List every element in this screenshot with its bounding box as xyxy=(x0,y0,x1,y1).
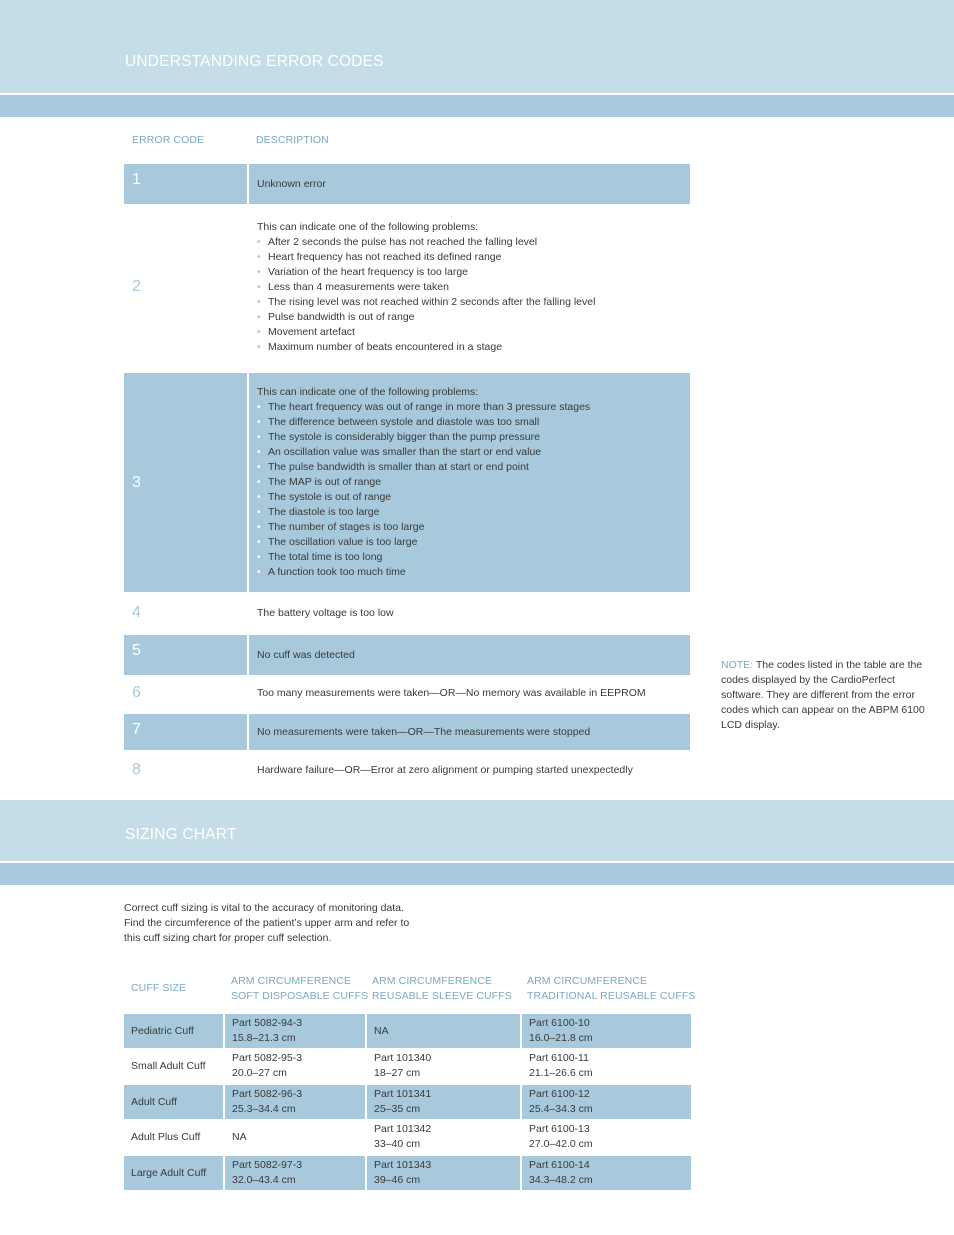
error-description-text: No cuff was detected xyxy=(257,648,355,661)
error-row-3 xyxy=(124,373,690,592)
error-bullet: • The diastole is too large xyxy=(257,506,380,518)
error-bullet: • The number of stages is too large xyxy=(257,521,425,533)
error-bullet: • The systole is out of range xyxy=(257,491,392,503)
soft-cuff-cell: Part 5082-97-3 32.0–43.4 cm xyxy=(225,1156,365,1190)
error-bullet: • The heart frequency was out of range in more than 3 pressure stages xyxy=(257,401,591,413)
error-description-text: Hardware failure—OR—Error at zero alignment or pumping started unexpectedly xyxy=(257,763,633,776)
error-description xyxy=(249,597,690,629)
error-description-text: Unknown error xyxy=(257,177,326,190)
soft-disposable-column-header: ARM CIRCUMFERENCE SOFT DISPOSABLE CUFFS xyxy=(231,975,369,1002)
error-code: 7 xyxy=(124,714,247,750)
cuff-row-small-adult xyxy=(124,1049,691,1083)
error-code-column-header: ERROR CODE xyxy=(132,134,205,146)
error-code: 4 xyxy=(132,604,141,621)
traditional-cuff-cell: Part 6100-12 25.4–34.3 cm xyxy=(522,1085,691,1119)
error-code: 2 xyxy=(132,278,141,295)
soft-cuff-cell: Part 5082-94-3 15.8–21.3 cm xyxy=(225,1014,365,1048)
error-row-1 xyxy=(124,164,690,204)
sleeve-cuff-cell: Part 101342 33–40 cm xyxy=(374,1123,432,1150)
description-column-header: DESCRIPTION xyxy=(256,134,329,146)
sleeve-cuff-cell: NA xyxy=(367,1014,520,1048)
error-bullet: • The difference between systole and diastole was too small xyxy=(257,416,540,428)
sizing-section-header-strip xyxy=(0,863,954,885)
cuff-row-adult-plus xyxy=(124,1120,691,1154)
error-code: 1 xyxy=(124,164,247,204)
error-bullet: • Heart frequency has not reached its defined range xyxy=(257,250,502,263)
error-bullet: • After 2 seconds the pulse has not reached the falling level xyxy=(257,235,538,248)
error-section-header-strip xyxy=(0,95,954,117)
error-code: 3 xyxy=(124,373,247,592)
error-bullet: • Pulse bandwidth is out of range xyxy=(257,310,415,323)
error-description xyxy=(249,373,690,592)
sleeve-cuff-cell: Part 101341 25–35 cm xyxy=(367,1085,520,1119)
error-section-header-band xyxy=(0,0,954,93)
note-text: The codes listed in the table are the codes displayed by the CardioPerfect software. They are different from the error codes which can appear on the ABPM 6100 LCD display. xyxy=(721,659,925,731)
cuff-size-cell: Small Adult Cuff xyxy=(131,1059,206,1072)
error-bullet: • The total time is too long xyxy=(257,551,383,563)
error-row-8 xyxy=(124,755,690,785)
error-description-text: The battery voltage is too low xyxy=(257,606,394,619)
traditional-cuff-cell: Part 6100-14 34.3–48.2 cm xyxy=(522,1156,691,1190)
cuff-row-adult xyxy=(124,1085,691,1119)
error-code: 8 xyxy=(132,761,141,778)
sizing-section-title: SIZING CHART xyxy=(125,826,237,843)
error-bullet: • The rising level was not reached within 2 seconds after the falling level xyxy=(257,295,596,308)
error-description-text: This can indicate one of the following problems: xyxy=(257,220,479,233)
error-description-text: Too many measurements were taken—OR—No memory was available in EEPROM xyxy=(257,686,646,699)
error-bullet: • A function took too much time xyxy=(257,566,406,578)
error-section-title: UNDERSTANDING ERROR CODES xyxy=(125,53,384,70)
traditional-cuff-cell: Part 6100-13 27.0–42.0 cm xyxy=(529,1123,593,1150)
error-bullet: • Less than 4 measurements were taken xyxy=(257,280,449,293)
error-description xyxy=(249,678,690,708)
cuff-size-cell: Adult Plus Cuff xyxy=(131,1130,201,1143)
cuff-size-column-header: CUFF SIZE xyxy=(131,982,187,994)
error-bullet: • The oscillation value is too large xyxy=(257,536,418,548)
sleeve-cuff-cell: Part 101343 39–46 cm xyxy=(367,1156,520,1190)
error-description xyxy=(249,212,690,362)
error-row-4 xyxy=(124,597,690,629)
cuff-row-pediatric xyxy=(124,1014,691,1048)
error-description-text: No measurements were taken—OR—The measurements were stopped xyxy=(257,725,591,738)
error-codes-note xyxy=(721,658,926,733)
traditional-cuff-cell: Part 6100-10 16.0–21.8 cm xyxy=(522,1014,691,1048)
error-description xyxy=(249,755,690,785)
error-bullet: • Maximum number of beats encountered in a stage xyxy=(257,340,503,353)
cuff-size-cell: Large Adult Cuff xyxy=(124,1156,223,1190)
sizing-intro-text: Correct cuff sizing is vital to the accuracy of monitoring data. Find the circumference of the patient’s upper arm and refer to this cuff sizing chart for proper cuff selection. xyxy=(124,902,410,944)
note-label: NOTE: xyxy=(721,659,754,671)
error-row-5 xyxy=(124,635,690,675)
error-row-6 xyxy=(124,678,690,708)
error-row-7 xyxy=(124,714,690,750)
traditional-cuff-cell: Part 6100-11 21.1–26.6 cm xyxy=(529,1052,593,1079)
soft-cuff-cell: NA xyxy=(232,1130,247,1143)
sleeve-cuff-cell: Part 101340 18–27 cm xyxy=(374,1052,432,1079)
soft-cuff-cell: Part 5082-96-3 25.3–34.4 cm xyxy=(225,1085,365,1119)
cuff-size-cell: Pediatric Cuff xyxy=(124,1014,223,1048)
error-bullet: • The MAP is out of range xyxy=(257,476,382,488)
error-bullet: • Movement artefact xyxy=(257,325,355,338)
error-code: 5 xyxy=(124,635,247,675)
error-bullet: • An oscillation value was smaller than the start or end value xyxy=(257,446,542,458)
error-description xyxy=(249,714,690,750)
error-bullet: • The pulse bandwidth is smaller than at start or end point xyxy=(257,461,529,473)
soft-cuff-cell: Part 5082-95-3 20.0–27 cm xyxy=(232,1052,303,1079)
error-description xyxy=(249,635,690,675)
reusable-sleeve-column-header: ARM CIRCUMFERENCE REUSABLE SLEEVE CUFFS xyxy=(372,975,512,1002)
error-description xyxy=(249,164,690,204)
error-description-text: This can indicate one of the following problems: xyxy=(257,386,479,398)
cuff-row-large-adult xyxy=(124,1156,691,1190)
error-bullet: • Variation of the heart frequency is too large xyxy=(257,265,469,278)
error-code: 6 xyxy=(132,684,141,701)
traditional-reusable-column-header: ARM CIRCUMFERENCE TRADITIONAL REUSABLE CUFFS xyxy=(527,975,696,1002)
error-bullet: • The systole is considerably bigger than the pump pressure xyxy=(257,431,540,443)
cuff-size-cell: Adult Cuff xyxy=(124,1085,223,1119)
error-row-2 xyxy=(124,212,690,362)
